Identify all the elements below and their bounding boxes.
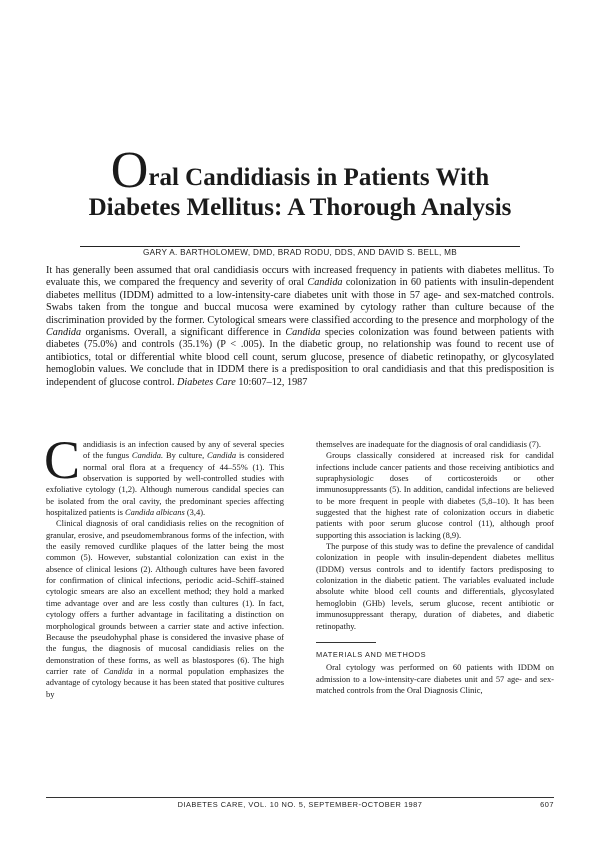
left-p1-text-c: By culture, (163, 450, 208, 461)
abstract-italic-3: Candida (285, 327, 321, 339)
left-paragraph-2 (46, 518, 284, 700)
abstract-citation: 10:607–12, 1987 (235, 376, 308, 388)
title-drop-letter: O (110, 142, 149, 199)
left-p2-text-b: in a normal population emphasizes the advantage of cytology because it has been stated that positive cultures by (46, 665, 284, 699)
right-paragraph-1: themselves are inadequate for the diagnosis of oral candidiasis (7). (316, 439, 541, 449)
abstract-italic-1: Candida (307, 277, 343, 289)
author-rule (80, 246, 520, 247)
abstract-italic-2: Candida (46, 327, 82, 339)
footer-rule (46, 797, 554, 798)
left-p1-italic-a: Candida. (131, 450, 164, 461)
left-p1-text-e: is considered normal oral flora at a frequency of 44–55% (1). This observation is supported by well-controlled studies with exfoliative cytology (1,2). Although numerous candidal species can be isolated from the oral cavity, the predominant species affecting hospitalized patients is (46, 450, 284, 518)
left-p2-text: Clinical diagnosis of oral candidiasis relies on the recognition of granular, erosive, and pseudomembranous forms of the infection, with the easily removed curdlike plaques of the latter being the most common (5). However, substantial colonization can exist in the absence of clinical lesions (2). Although cultures have been favored for confirmation of clinical infections, periodic acid–Schiff–stained cytologic smears are also an excellent method; they hold a marked time advantage over and are less costly than cultures (1). In fact, cytology offers a further advantage in facilitating a distinction on morphological grounds between a carrier state and active infection. Because the pseudohyphal phase is considered the invasive phase of the fungus, the diagnosis of mucosal candidiasis relies on the demonstration of these forms, as well as blastospores (6). The high carrier rate of (46, 518, 284, 676)
abstract-text-2: colonization in 60 patients with insulin-dependent diabetes mellitus (IDDM) admitted to a low-intensity-care diabetes unit with those in 57 age- and sex-matched controls. Swabs taken from the tongue and buccal mucosa were examined by cytology rather than culture because of the discrimination provided by the former. Cytological smears were classified according to the presence and morphology of the (46, 277, 554, 326)
abstract-citation-journal: Diabetes Care (177, 376, 236, 388)
section-heading: MATERIALS AND METHODS (316, 649, 427, 659)
right-paragraph-2: Groups classically considered at increased risk for candidal infections include cancer patients and those receiving antibiotics and supraphysiologic doses of corticosteroids or other immunosuppressants (5). In addition, candidal infections are believed to be more frequent in people with diabetes (5,8–10). It has been suggested that the highest rate of colonization occurs in diabetic patients with poor serum glucose control (11), although proof supporting this association is lacking (8,9). (316, 450, 554, 540)
drop-cap: C (44, 430, 81, 490)
abstract-text-4: species colonization was found between patients with diabetes (75.0%) and controls (35.1%) (P < .005). In the diabetic group, no relationship was found to recent use of antibiotics, total or differential white blood cell count, serum glucose, presence of diabetic retinopathy, or glycosylated hemoglobin values. We conclude that in IDDM there is a predisposition to oral candidiasis and that this predisposition is independent of glucose control. (46, 327, 555, 388)
left-paragraph-1 (44, 430, 284, 518)
journal-citation: DIABETES CARE, VOL. 10 NO. 5, SEPTEMBER-OCTOBER 1987 (177, 800, 423, 809)
right-column (316, 439, 554, 696)
left-p2-italic: Candida (103, 665, 133, 676)
article-title (40, 142, 560, 223)
right-paragraph-4: Oral cytology was performed on 60 patients with IDDM on admission to a low-intensity-care diabetes unit and 57 age- and sex-matched controls from the Oral Diagnosis Clinic, (316, 662, 554, 695)
left-p1-text-a: andidiasis is an infection caused by any of several species of the fungus (83, 439, 284, 461)
author-line: GARY A. BARTHOLOMEW, DMD, BRAD RODU, DDS, AND DAVID S. BELL, MB (142, 248, 457, 257)
left-column (44, 430, 284, 700)
section-rule (316, 642, 376, 643)
left-p1-italic-b: Candida (207, 450, 237, 461)
title-line-1 (40, 142, 560, 199)
right-paragraph-3: The purpose of this study was to define the prevalence of candidal colonization in people with insulin-dependent diabetes mellitus (IDDM) versus controls and to identify factors predisposing to colonization in the diabetic patient. The variables evaluated include absolute white blood cell counts and differentials, glycosylated hemoglobin (GHb) levels, serum glucose, recent antibiotic or immunosuppressant therapy, duration of diabetes, and diabetic retinopathy. (316, 541, 554, 631)
abstract-text-3: organisms. Overall, a significant difference in (81, 327, 286, 339)
page-number: 607 (540, 800, 554, 809)
abstract (46, 265, 554, 389)
left-p1-italic-c: Candida albicans (124, 507, 185, 518)
abstract-text-1: It has generally been assumed that oral candidiasis occurs with increased frequency in patients with diabetes mellitus. To evaluate this, we compared the frequency and severity of oral (46, 265, 554, 289)
left-p1-text-g: (3,4). (184, 507, 206, 518)
title-line-1-text: ral Candidiasis in Patients With (148, 164, 490, 191)
title-line-2: Diabetes Mellitus: A Thorough Analysis (88, 194, 512, 221)
